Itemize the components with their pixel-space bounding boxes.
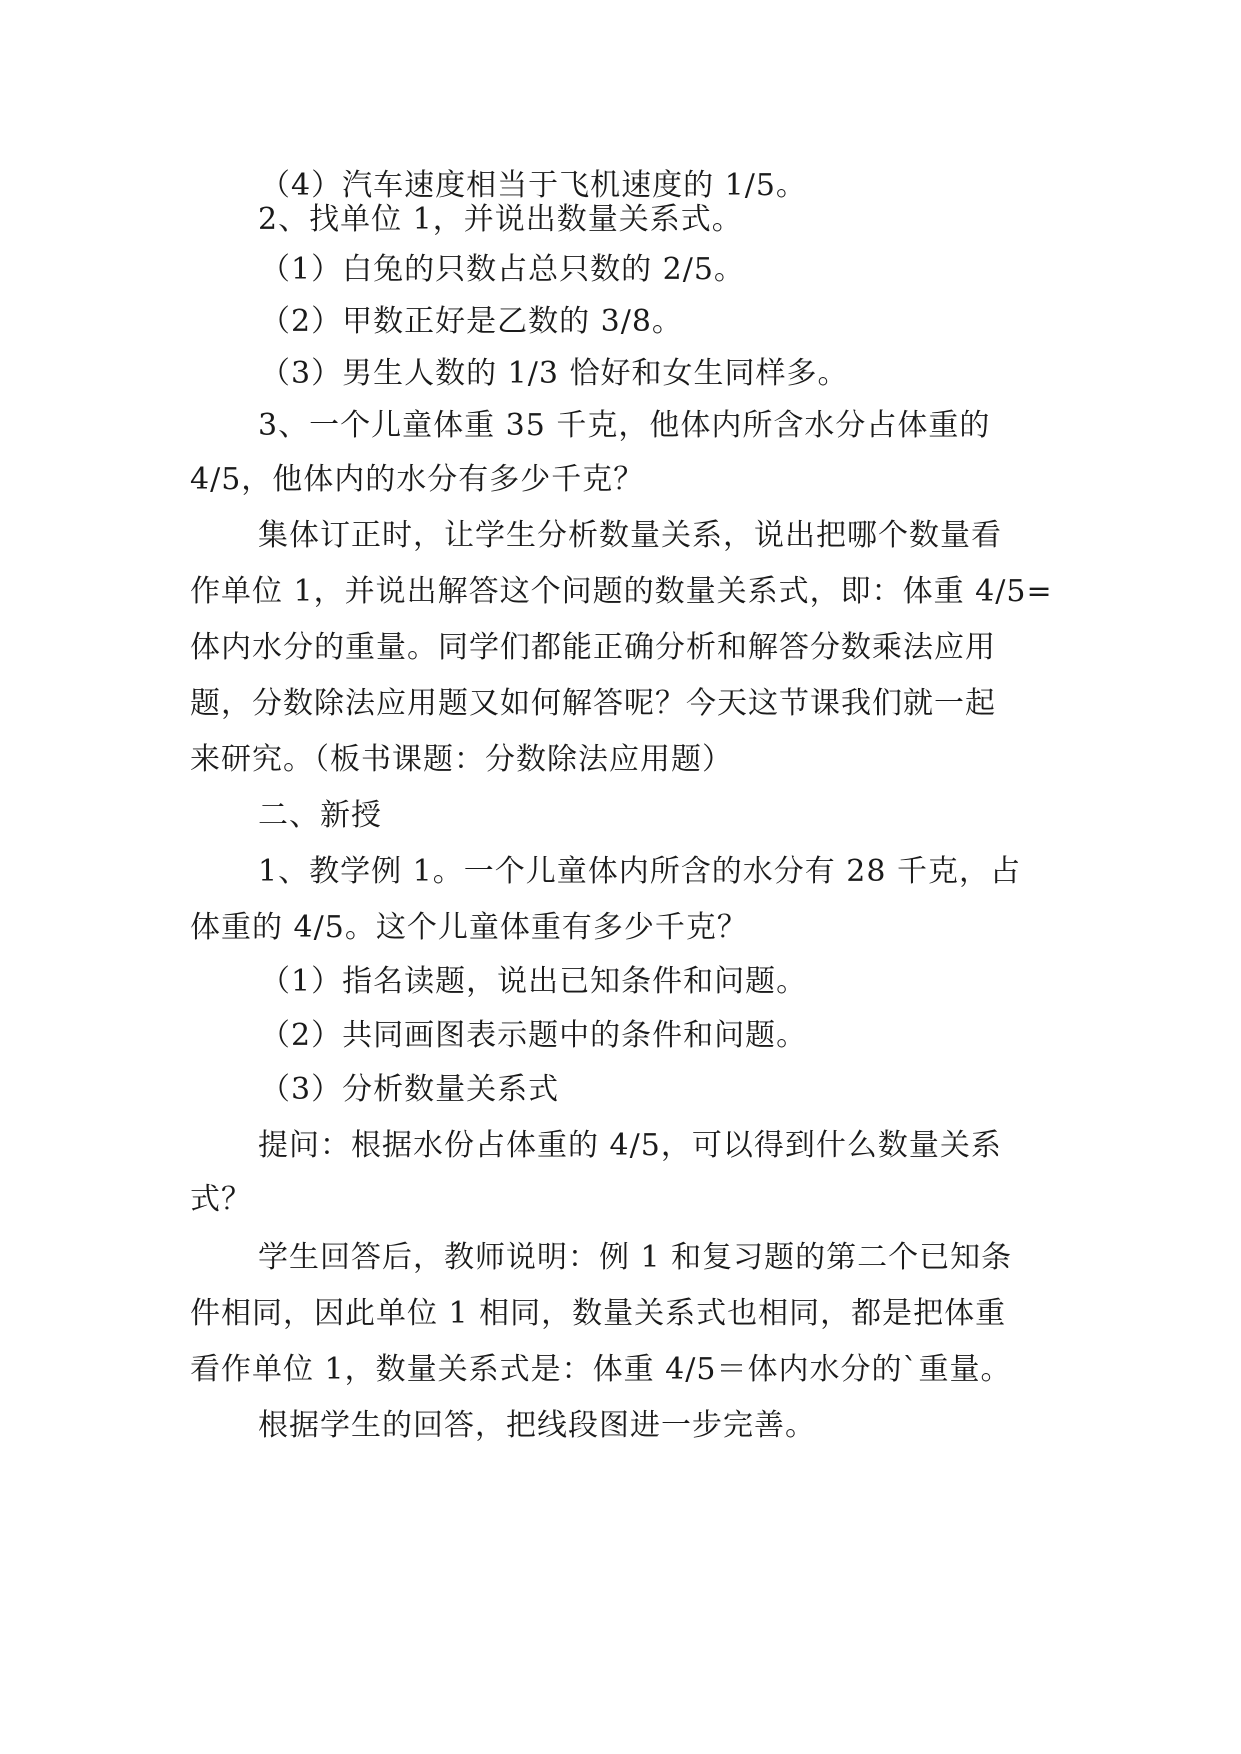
item-3-boys-girls: （3）男生人数的 1/3 恰好和女生同样多。	[260, 356, 849, 391]
step-3-analyze-relation: （3）分析数量关系式	[260, 1072, 560, 1107]
example-1-line-1: 1、教学例 1。一个儿童体内所含的水分有 28 千克，占	[258, 854, 1021, 889]
section-new-lesson-heading: 二、新授	[258, 798, 382, 833]
item-1-white-rabbits: （1）白兔的只数占总只数的 2/5。	[260, 252, 745, 287]
teacher-explanation-line-2: 件相同，因此单位 1 相同，数量关系式也相同，都是把体重	[190, 1296, 1007, 1331]
exercise-3-line-1: 3、一个儿童体重 35 千克，他体内所含水分占体重的	[258, 408, 991, 443]
correction-paragraph-line-3: 体内水分的重量。同学们都能正确分析和解答分数乘法应用	[190, 630, 996, 665]
step-1-read-problem: （1）指名读题，说出已知条件和问题。	[260, 964, 808, 999]
correction-paragraph-line-5: 来研究。（板书课题：分数除法应用题）	[190, 742, 733, 777]
item-4-car-speed: （4）汽车速度相当于飞机速度的 1/5。	[260, 168, 807, 203]
exercise-3-line-2: 4/5，他体内的水分有多少千克？	[190, 462, 645, 497]
exercise-2-heading: 2、找单位 1，并说出数量关系式。	[258, 202, 743, 237]
example-1-line-2: 体重的 4/5。这个儿童体重有多少千克？	[190, 910, 748, 945]
correction-paragraph-line-2: 作单位 1，并说出解答这个问题的数量关系式，即：体重 4/5=	[190, 574, 1053, 609]
item-2-number-a: （2）甲数正好是乙数的 3/8。	[260, 304, 683, 339]
question-line-2: 式？	[190, 1182, 252, 1217]
correction-paragraph-line-1: 集体订正时，让学生分析数量关系，说出把哪个数量看	[258, 518, 1002, 553]
teacher-explanation-line-3: 看作单位 1，数量关系式是：体重 4/5＝体内水分的`重量。	[190, 1352, 1012, 1387]
correction-paragraph-line-4: 题，分数除法应用题又如何解答呢？今天这节课我们就一起	[190, 686, 996, 721]
complete-diagram-line: 根据学生的回答，把线段图进一步完善。	[258, 1408, 816, 1443]
question-line-1: 提问：根据水份占体重的 4/5，可以得到什么数量关系	[258, 1128, 1002, 1163]
step-2-draw-diagram: （2）共同画图表示题中的条件和问题。	[260, 1018, 808, 1053]
teacher-explanation-line-1: 学生回答后，教师说明：例 1 和复习题的第二个已知条	[258, 1240, 1013, 1275]
